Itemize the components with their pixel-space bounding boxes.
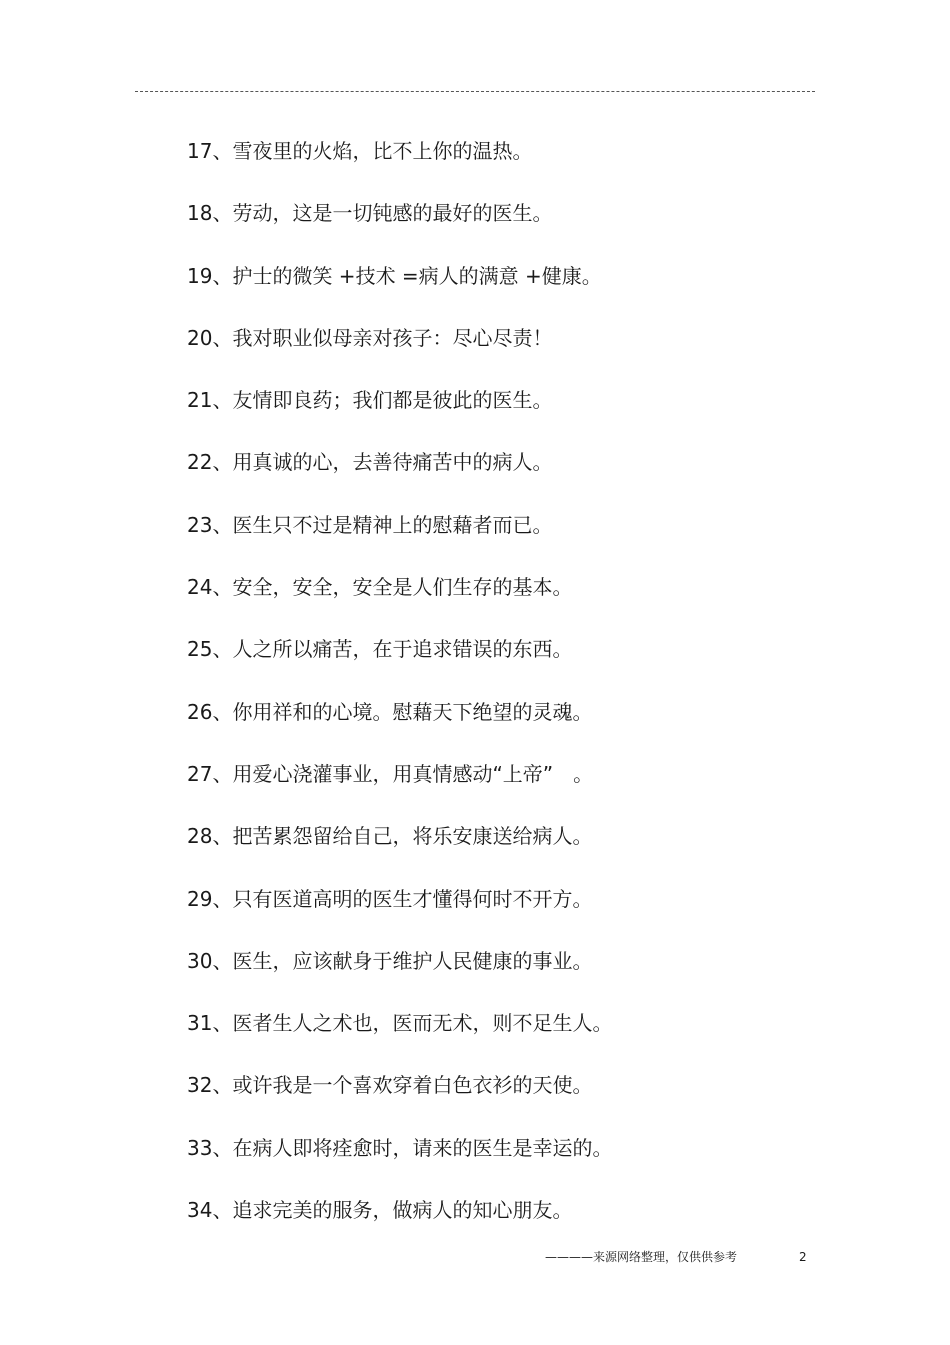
quote-line: 17、雪夜里的火焰，比不上你的温热。 xyxy=(187,139,533,163)
quote-line: 20、我对职业似母亲对孩子：尽心尽责！ xyxy=(187,325,553,350)
quote-line: 34、追求完美的服务，做病人的知心朋友。 xyxy=(187,1198,573,1223)
quote-line: 21、友情即良药；我们都是彼此的医生。 xyxy=(187,388,553,413)
quote-list xyxy=(187,136,612,1257)
quote-line: 27、用爱心浇灌事业，用真情感动“上帝” 。 xyxy=(187,761,594,786)
quote-line: 30、医生，应该献身于维护人民健康的事业。 xyxy=(187,948,593,973)
quote-line: 22、用真诚的心，去善待痛苦中的病人。 xyxy=(187,450,553,475)
quote-line: 29、只有医道高明的医生才懂得何时不开方。 xyxy=(187,886,593,911)
quote-line: 24、安全，安全，安全是人们生存的基本。 xyxy=(187,575,573,600)
quote-line: 32、或许我是一个喜欢穿着白色衣衫的天使。 xyxy=(187,1073,593,1098)
footer-source-note: ————来源网络整理，仅供供参考 xyxy=(545,1250,738,1264)
quote-line: 28、把苦累怨留给自己，将乐安康送给病人。 xyxy=(187,824,593,849)
quote-line: 31、医者生人之术也，医而无术，则不足生人。 xyxy=(187,1011,613,1036)
quote-line: 23、医生只不过是精神上的慰藉者而已。 xyxy=(187,512,553,537)
header-divider xyxy=(135,91,815,92)
quote-line: 19、护士的微笑 +技术 =病人的满意 +健康。 xyxy=(187,263,602,288)
quote-line: 25、人之所以痛苦，在于追求错误的东西。 xyxy=(187,637,573,662)
quote-line: 26、你用祥和的心境。慰藉天下绝望的灵魂。 xyxy=(187,699,593,724)
page-number: 2 xyxy=(799,1250,807,1264)
quote-line: 33、在病人即将痊愈时，请来的医生是幸运的。 xyxy=(187,1135,613,1160)
quote-line: 18、劳动，这是一切钝感的最好的医生。 xyxy=(187,201,553,226)
